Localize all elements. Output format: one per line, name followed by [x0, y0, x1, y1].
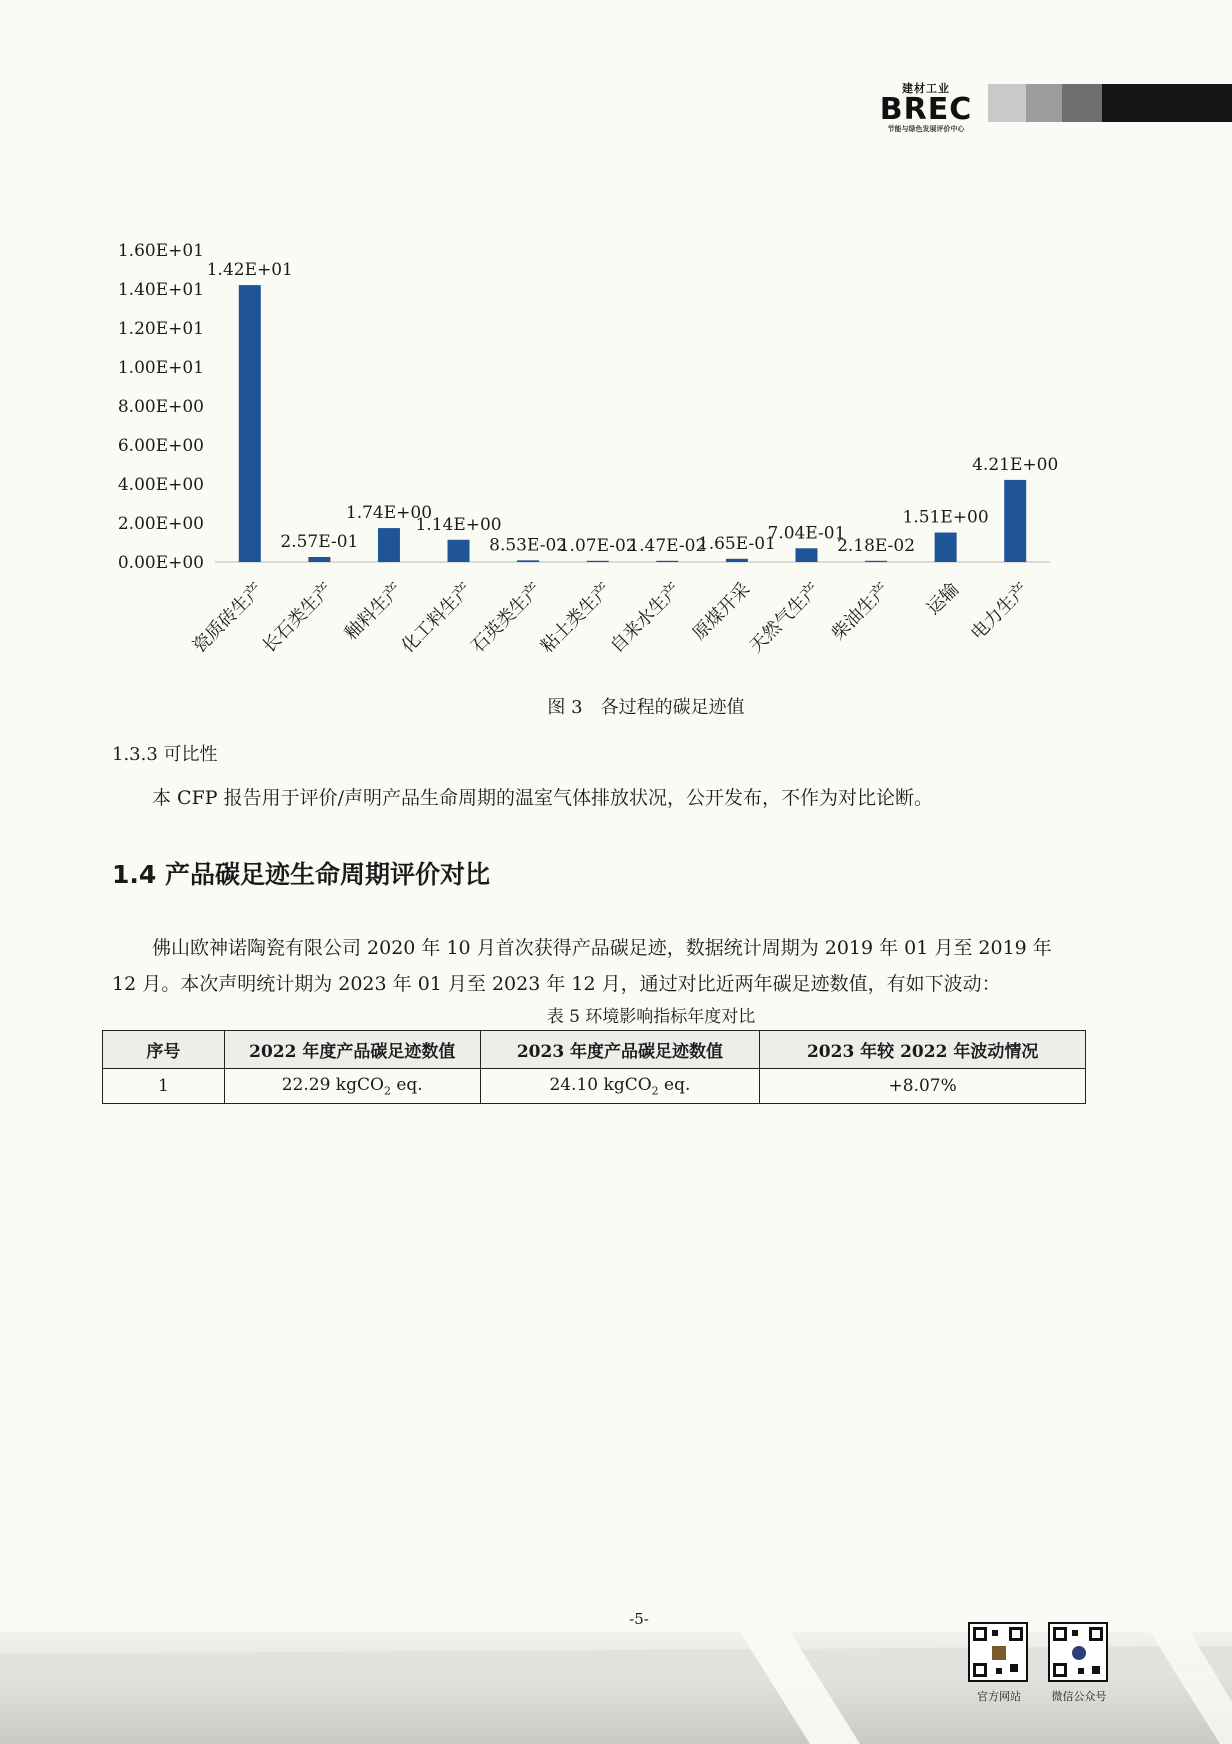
bar [378, 528, 400, 562]
cell-index: 1 [103, 1069, 225, 1104]
y-tick-label: 8.00E+00 [117, 397, 204, 417]
value-2023-number: 24.10 kgCO [549, 1074, 652, 1095]
header-index: 序号 [103, 1031, 225, 1069]
data-label: 1.07E-02 [558, 535, 637, 556]
bar [308, 557, 330, 562]
data-label: 1.47E-02 [628, 535, 707, 556]
bar [517, 560, 539, 562]
data-label: 2.57E-01 [280, 531, 359, 552]
y-tick-label: 1.20E+01 [117, 319, 204, 339]
cell-change: +8.07% [760, 1069, 1086, 1104]
carbon-footprint-bar-chart [0, 0, 1232, 690]
table-header-row [103, 1031, 1086, 1069]
category-label: 石英类生产 [467, 578, 546, 658]
logo-sub-text: 节能与绿色发展评价中心 [887, 125, 965, 133]
qr-official-site[interactable] [968, 1622, 1030, 1704]
category-label: 电力生产 [966, 578, 1033, 645]
logo-top-text: 建材工业 [902, 82, 950, 95]
data-label: 2.18E-02 [837, 535, 916, 556]
category-label: 瓷质砖生产 [188, 578, 268, 658]
y-tick-label: 4.00E+00 [117, 475, 204, 495]
y-tick-label: 1.00E+01 [117, 358, 204, 378]
cell-2023-value [480, 1069, 760, 1104]
data-label: 1.74E+00 [345, 503, 433, 524]
data-label: 8.53E-02 [489, 535, 568, 556]
bar [865, 561, 887, 562]
bar [587, 561, 609, 562]
bar [448, 540, 470, 562]
header-change: 2023 年较 2022 年波动情况 [760, 1031, 1086, 1069]
qr-code-icon [1048, 1622, 1108, 1682]
y-tick-label: 2.00E+00 [117, 514, 204, 534]
page-number: -5- [629, 1610, 649, 1628]
figure-caption: 图 3 各过程的碳足迹值 [547, 697, 745, 718]
section-heading-1-3-3: 1.3.3 可比性 [112, 744, 218, 765]
qr-official-site-label: 官方网站 [977, 1690, 1021, 1703]
bar [1004, 480, 1026, 562]
data-label: 1.51E+00 [902, 507, 989, 528]
data-label: 1.42E+01 [206, 260, 293, 281]
value-2023-subscript: 2 [651, 1084, 659, 1098]
y-tick-label: 1.40E+01 [117, 280, 204, 300]
data-label: 4.21E+00 [972, 454, 1059, 475]
value-2022-number: 22.29 kgCO [281, 1074, 384, 1095]
category-label: 粘土类生产 [536, 578, 616, 658]
qr-code-icon [968, 1622, 1028, 1682]
category-label: 运输 [922, 578, 964, 619]
category-label: 釉料生产 [340, 578, 407, 645]
header-2023: 2023 年度产品碳足迹数值 [480, 1031, 760, 1069]
data-label: 7.04E-01 [767, 523, 846, 544]
y-tick-label: 1.60E+01 [117, 241, 204, 261]
category-label: 原煤开采 [688, 578, 755, 645]
header-2022: 2022 年度产品碳足迹数值 [224, 1031, 480, 1069]
data-label: 1.65E-01 [697, 533, 776, 554]
table-caption: 表 5 环境影响指标年度对比 [546, 1007, 756, 1027]
bar [239, 285, 261, 562]
table-row [103, 1069, 1086, 1104]
category-label: 自来水生产 [606, 578, 685, 658]
category-label: 化工料生产 [397, 578, 477, 658]
logo-main-text: BREC [879, 92, 973, 127]
category-label: 柴油生产 [827, 578, 894, 645]
annual-comparison-table [102, 1030, 1086, 1104]
value-2022-unit: eq. [390, 1074, 423, 1095]
qr-wechat-label: 微信公众号 [1051, 1690, 1107, 1703]
y-tick-label: 0.00E+00 [117, 553, 204, 573]
data-label: 1.14E+00 [415, 514, 502, 535]
bar [935, 533, 957, 562]
bar [726, 559, 748, 562]
value-2023-unit: eq. [658, 1074, 691, 1095]
category-label: 天然气生产 [745, 578, 824, 658]
qr-wechat[interactable] [1048, 1622, 1110, 1704]
comparison-paragraph: 佛山欧神诺陶瓷有限公司 2020 年 10 月首次获得产品碳足迹，数据统计周期为 2019 年 01 月至 2019 年 12 月。本次声明统计期为 2023 年 01 月至 2023 年 12 月，通过对比近两年碳足迹数值，有如下波动： [112, 937, 1052, 995]
category-label: 长石类生产 [258, 578, 337, 658]
cell-2022-value [224, 1069, 480, 1104]
comparability-paragraph: 本 CFP 报告用于评价/声明产品生命周期的温室气体排放状况，公开发布，不作为对比论断。 [152, 787, 933, 809]
section-heading-1-4: 1.4 产品碳足迹生命周期评价对比 [112, 860, 490, 889]
bar [795, 548, 817, 562]
bar [656, 561, 678, 562]
y-tick-label: 6.00E+00 [117, 436, 204, 456]
value-2022-subscript: 2 [383, 1084, 391, 1098]
